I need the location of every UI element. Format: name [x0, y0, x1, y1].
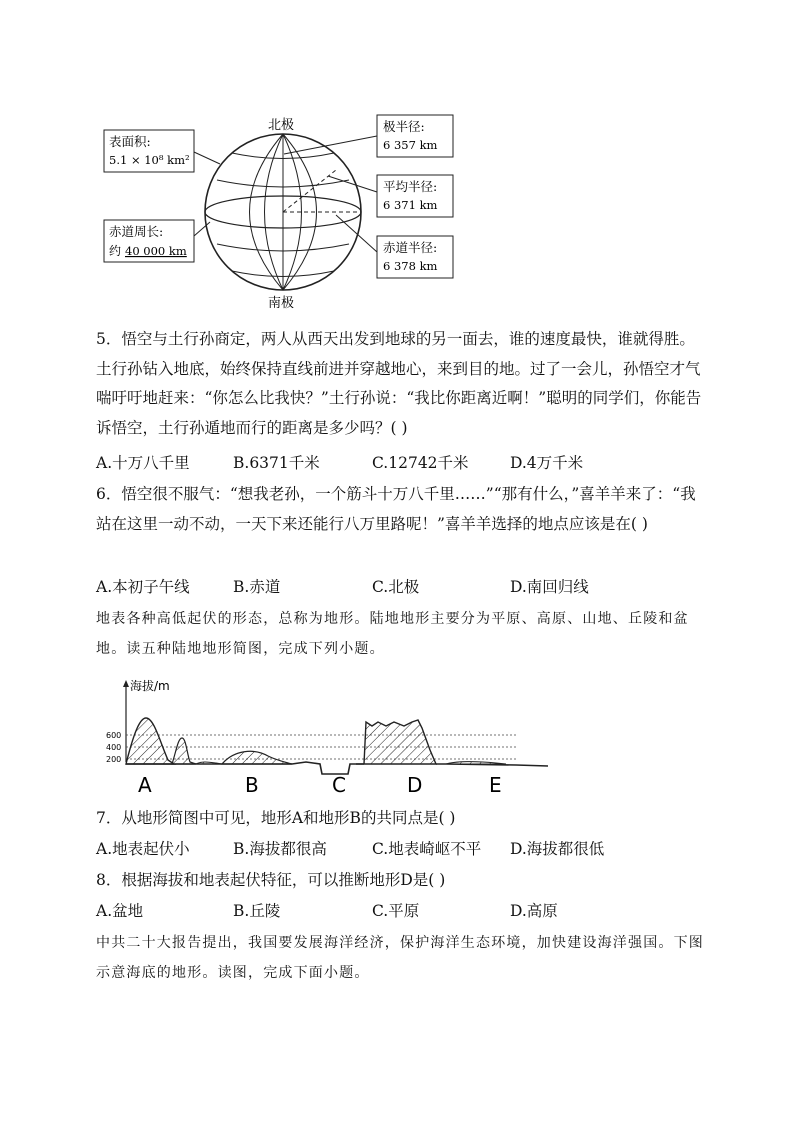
- equator-circumference-prefix: 约: [109, 244, 122, 258]
- landform-d-shape: [356, 720, 436, 764]
- ocean-material: 中共二十大报告提出，我国要发展海洋经济，保护海洋生态环境，加快建设海洋强国。下图示意海底的地形。读图，完成下面小题。: [96, 935, 704, 981]
- surface-area-value: 5.1 × 10⁸ km²: [109, 153, 190, 167]
- surface-area-label: 表面积:: [109, 134, 151, 149]
- question-8-option-c[interactable]: C.平原: [372, 902, 420, 920]
- landform-letter-a: A: [138, 773, 152, 797]
- question-7-option-b[interactable]: B.海拔都很高: [233, 840, 327, 858]
- question-8-options: [96, 899, 696, 923]
- polar-radius-label: 极半径:: [383, 119, 425, 134]
- question-7-option-c[interactable]: C.地表崎岖不平: [372, 840, 482, 858]
- question-6-option-d[interactable]: D.南回归线: [510, 578, 589, 596]
- question-6-option-b[interactable]: B.赤道: [233, 578, 281, 596]
- question-5-stem: 5．悟空与土行孙商定，两人从西天出发到地球的另一面去，谁的速度最快，谁就得胜。土行孙钻入地底，始终保持直线前进并穿越地心，来到目的地。过了一会儿，孙悟空才气喘吁吁地赶来：“你怎么比我快？”土行孙说：“我比你距离近啊！”聪明的同学们，你能告诉悟空，土行孙遁地而行的距离是多少吗？( ): [96, 330, 702, 437]
- landform-material: 地表各种高低起伏的形态，总称为地形。陆地地形主要分为平原、高原、山地、丘陵和盆地。读五种陆地地形简图，完成下列小题。: [96, 611, 689, 657]
- question-8-option-a[interactable]: A.盆地: [96, 902, 144, 920]
- equator-circumference-value: 40 000 km: [125, 244, 187, 258]
- landform-letter-b: B: [245, 773, 259, 797]
- equatorial-radius-label: 赤道半径:: [383, 240, 438, 255]
- tick-400: 400: [106, 743, 122, 752]
- question-5-option-d[interactable]: D.4万千米: [510, 454, 584, 472]
- globe-diagram: [96, 112, 466, 312]
- question-7-option-d[interactable]: D.海拔都很低: [510, 840, 605, 858]
- polar-radius-value: 6 357 km: [383, 138, 438, 152]
- question-6-stem: 6．悟空很不服气：“想我老孙，一个筋斗十万八千里……”“那有什么，”喜羊羊来了：“我站在这里一动不动，一天下来还能行八万里路呢！”喜羊羊选择的地点应该是在( ): [96, 485, 696, 533]
- globe-figure: [96, 112, 466, 312]
- equatorial-radius-value: 6 378 km: [383, 259, 438, 273]
- question-5-option-b[interactable]: B.6371千米: [233, 454, 320, 472]
- equator-circumference-label: 赤道周长:: [109, 224, 164, 239]
- question-6-options: [96, 575, 696, 599]
- question-8-stem: 8．根据海拔和地表起伏特征，可以推断地形D是( ): [96, 871, 446, 889]
- landform-b-shape: [222, 751, 292, 764]
- terrain-profile-figure: [96, 672, 556, 800]
- question-8-option-d[interactable]: D.高原: [510, 902, 558, 920]
- tick-200: 200: [106, 755, 122, 764]
- question-6-option-a[interactable]: A.本初子午线: [96, 578, 190, 596]
- question-5-options: [96, 451, 696, 475]
- landform-a-shape: [126, 718, 174, 764]
- question-8-option-b[interactable]: B.丘陵: [233, 902, 281, 920]
- question-7-option-a[interactable]: A.地表起伏小: [96, 840, 190, 858]
- question-6-option-c[interactable]: C.北极: [372, 578, 420, 596]
- question-5-option-a[interactable]: A.十万八千里: [96, 454, 190, 472]
- mean-radius-value: 6 371 km: [383, 198, 438, 212]
- y-axis-label: 海拔/m: [130, 679, 170, 693]
- terrain-profile-diagram: [96, 672, 556, 800]
- mean-radius-label: 平均半径:: [383, 179, 438, 194]
- question-5-option-c[interactable]: C.12742千米: [372, 454, 469, 472]
- question-7-options: [96, 837, 696, 861]
- tick-600: 600: [106, 731, 122, 740]
- south-pole-label: 南极: [268, 296, 295, 311]
- landform-letter-e: E: [489, 773, 502, 797]
- landform-letter-d: D: [407, 773, 423, 797]
- landform-letter-c: C: [332, 773, 346, 797]
- question-7-stem: 7．从地形简图中可见，地形A和地形B的共同点是( ): [96, 809, 456, 827]
- north-pole-label: 北极: [268, 118, 295, 133]
